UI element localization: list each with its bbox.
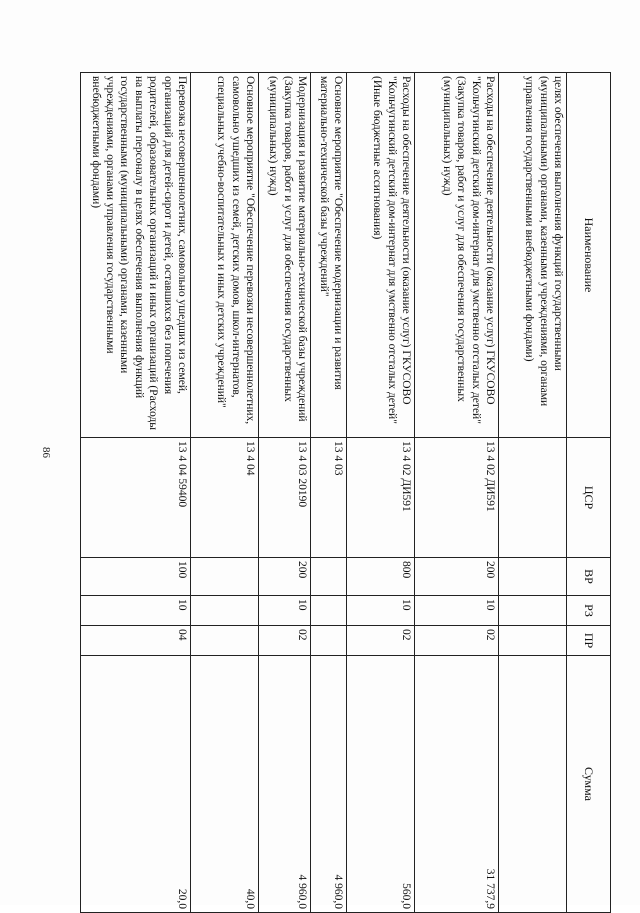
- row-vr: 200: [415, 558, 499, 596]
- row-sum: 20,0: [81, 656, 191, 913]
- row-pr: 02: [415, 626, 499, 656]
- row-csr: 13 4 02 ДИ591: [347, 438, 415, 558]
- row-sum: [499, 656, 567, 913]
- row-vr: [499, 558, 567, 596]
- row-vr: [191, 558, 259, 596]
- row-rz: 10: [415, 596, 499, 626]
- budget-table-rotated: [81, 72, 611, 912]
- header-pr: ПР: [567, 626, 611, 656]
- header-sum: Сумма: [567, 656, 611, 913]
- row-name: Расходы на обеспечение деятельности (оказание услуг) ГКУСОВО "Кольчугинский детский дом-интернат для умственно отсталых детей" (Иные бюджетные ассигнования): [347, 73, 415, 438]
- budget-table: [80, 72, 611, 913]
- row-rz: 10: [81, 596, 191, 626]
- row-csr: 13 4 02 ДИ591: [415, 438, 499, 558]
- row-csr: 13 4 03 20190: [259, 438, 311, 558]
- row-pr: 02: [259, 626, 311, 656]
- table-row: [259, 73, 311, 913]
- table-row: [81, 73, 191, 913]
- row-sum: 31 737,9: [415, 656, 499, 913]
- row-name: целях обеспечения выполнения функций государственными (муниципальными) органами, казенными учреждениями, органами управления государственными внебюджетными фондами): [499, 73, 567, 438]
- table-row: [311, 73, 347, 913]
- table-header-row: [567, 73, 611, 913]
- row-csr: [499, 438, 567, 558]
- row-csr: 13 4 04 59400: [81, 438, 191, 558]
- table-row: [347, 73, 415, 913]
- table-row: [191, 73, 259, 913]
- row-vr: 800: [347, 558, 415, 596]
- row-pr: [311, 626, 347, 656]
- header-name: Наименование: [567, 73, 611, 438]
- row-vr: [311, 558, 347, 596]
- row-name: Модернизация и развитие материально-технической базы учреждений (Закупка товаров, работ и услуг для обеспечения государственных (муниципальных) нужд): [259, 73, 311, 438]
- row-rz: [191, 596, 259, 626]
- row-name: Основное мероприятие "Обеспечение перевозки несовершеннолетних, самовольно ушедших из семей, детских домов, школ-интернатов, специальных учебно-воспитательных и иных детских учреждений": [191, 73, 259, 438]
- row-csr: 13 4 03: [311, 438, 347, 558]
- row-vr: 100: [81, 558, 191, 596]
- row-name: Расходы на обеспечение деятельности (оказание услуг) ГКУСОВО "Кольчугинский детский дом-интернат для умственно отсталых детей" (Закупка товаров, работ и услуг для обеспечения государственных (муниципальных) нужд): [415, 73, 499, 438]
- row-rz: 10: [259, 596, 311, 626]
- page-number: 86: [40, 447, 52, 458]
- row-rz: [311, 596, 347, 626]
- header-csr: ЦСР: [567, 438, 611, 558]
- row-sum: 4 960,0: [311, 656, 347, 913]
- row-pr: 02: [347, 626, 415, 656]
- row-pr: 04: [81, 626, 191, 656]
- row-name: Основное мероприятие "Обеспечение модернизации и развития материально-технической базы учреждений": [311, 73, 347, 438]
- row-sum: 560,0: [347, 656, 415, 913]
- row-pr: [499, 626, 567, 656]
- row-sum: 4 960,0: [259, 656, 311, 913]
- row-rz: [499, 596, 567, 626]
- row-csr: 13 4 04: [191, 438, 259, 558]
- row-rz: 10: [347, 596, 415, 626]
- row-pr: [191, 626, 259, 656]
- table-row: [415, 73, 499, 913]
- row-name: Перевозка несовершеннолетних, самовольно ушедших из семей, организаций для детей-сирот и детей, оставшихся без попечения родителей, образовательных организаций и иных организаций (Расходы на выплаты персоналу в целях обеспечения выполнения функций государственными (муниципальными) органами, казенными учреждениями, органами управления государственными внебюджетными фондами): [81, 73, 191, 438]
- table-row: [499, 73, 567, 913]
- header-rz: РЗ: [567, 596, 611, 626]
- row-sum: 40,0: [191, 656, 259, 913]
- row-vr: 200: [259, 558, 311, 596]
- header-vr: ВР: [567, 558, 611, 596]
